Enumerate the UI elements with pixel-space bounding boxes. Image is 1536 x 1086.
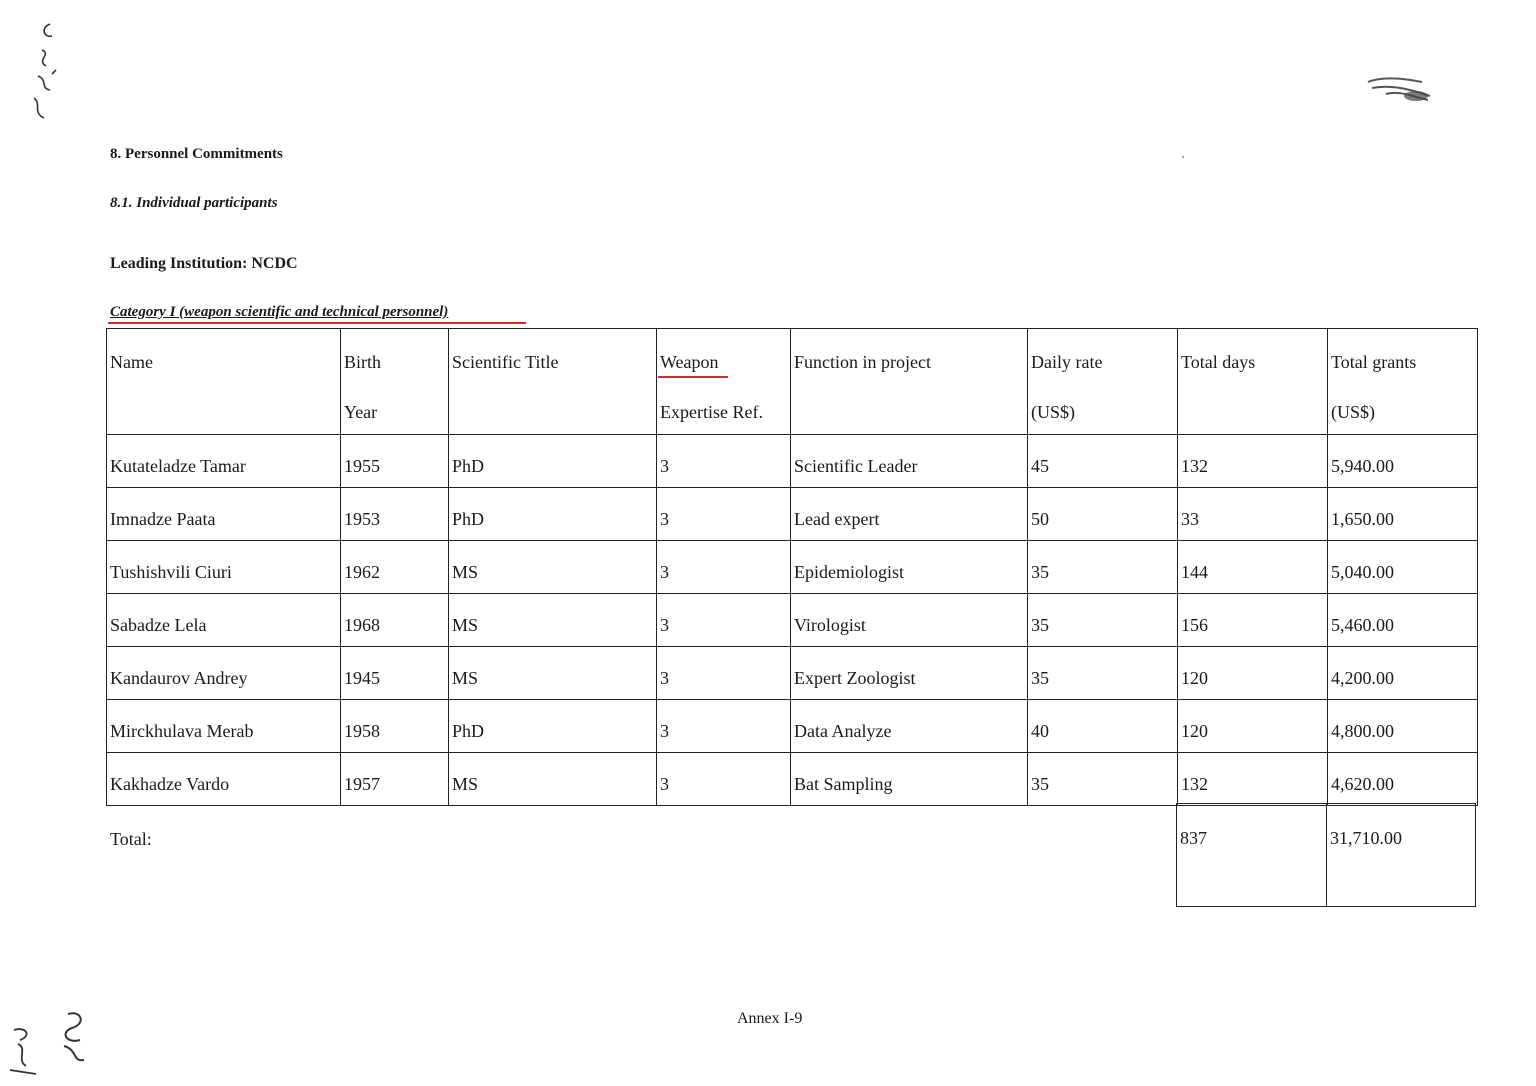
cell-function: Data Analyze [791, 700, 1028, 753]
cell-function: Scientific Leader [791, 435, 1028, 488]
cell-function: Bat Sampling [791, 753, 1028, 806]
leading-institution: Leading Institution: NCDC [110, 255, 298, 272]
cell-total-grants: 5,940.00 [1328, 435, 1478, 488]
scan-speck [1182, 156, 1184, 158]
cell-title: PhD [449, 435, 657, 488]
cell-total-grants: 1,650.00 [1328, 488, 1478, 541]
cell-daily-rate: 35 [1028, 647, 1178, 700]
cell-name: Kandaurov Andrey [107, 647, 341, 700]
cell-birth-year: 1955 [341, 435, 449, 488]
personnel-table [106, 328, 1478, 806]
cell-total-days: 33 [1178, 488, 1328, 541]
total-label: Total: [110, 829, 152, 849]
cell-total-days: 132 [1178, 435, 1328, 488]
cell-expertise: 3 [657, 435, 791, 488]
cell-title: MS [449, 647, 657, 700]
cell-function: Lead expert [791, 488, 1028, 541]
cell-name: Kutateladze Tamar [107, 435, 341, 488]
spellcheck-underline [658, 376, 728, 378]
cell-function: Epidemiologist [791, 541, 1028, 594]
cell-total-grants: 4,200.00 [1328, 647, 1478, 700]
section-title: 8. Personnel Commitments [110, 146, 283, 162]
cell-title: PhD [449, 700, 657, 753]
cell-title: MS [449, 541, 657, 594]
cell-name: Imnadze Paata [107, 488, 341, 541]
handwritten-margin-note-icon [22, 14, 62, 124]
cell-total-days: 120 [1178, 700, 1328, 753]
cell-total-grants: 5,040.00 [1328, 541, 1478, 594]
cell-function: Virologist [791, 594, 1028, 647]
cell-title: MS [449, 594, 657, 647]
cell-expertise: 3 [657, 753, 791, 806]
spellcheck-underline [108, 322, 526, 324]
cell-name: Kakhadze Vardo [107, 753, 341, 806]
cell-birth-year: 1953 [341, 488, 449, 541]
cell-daily-rate: 35 [1028, 541, 1178, 594]
cell-birth-year: 1968 [341, 594, 449, 647]
cell-daily-rate: 40 [1028, 700, 1178, 753]
cell-total-grants: 4,800.00 [1328, 700, 1478, 753]
cell-total-days: 120 [1178, 647, 1328, 700]
cell-daily-rate: 50 [1028, 488, 1178, 541]
table-row [107, 488, 1478, 541]
cell-total-days: 144 [1178, 541, 1328, 594]
cell-expertise: 3 [657, 647, 791, 700]
cell-birth-year: 1958 [341, 700, 449, 753]
table-row [107, 753, 1478, 806]
cell-total-grants: 5,460.00 [1328, 594, 1478, 647]
total-days-value: 837 [1176, 803, 1327, 907]
page-footer: Annex I-9 [737, 1010, 803, 1027]
table-row [107, 700, 1478, 753]
handwritten-initials-icon [6, 1000, 102, 1080]
cell-total-grants: 4,620.00 [1328, 753, 1478, 806]
subsection-title: 8.1. Individual participants [110, 195, 278, 211]
stamp-smudge-icon [1362, 68, 1434, 104]
cell-total-days: 156 [1178, 594, 1328, 647]
cell-daily-rate: 35 [1028, 753, 1178, 806]
cell-title: MS [449, 753, 657, 806]
table-header-row [107, 329, 1478, 435]
cell-daily-rate: 35 [1028, 594, 1178, 647]
header-total-days: Total days [1178, 329, 1328, 435]
header-total-grants: Total grants (US$) [1328, 329, 1478, 435]
table-row [107, 541, 1478, 594]
cell-expertise: 3 [657, 488, 791, 541]
table-row [107, 594, 1478, 647]
table-row [107, 647, 1478, 700]
cell-daily-rate: 45 [1028, 435, 1178, 488]
cell-birth-year: 1957 [341, 753, 449, 806]
table-row [107, 435, 1478, 488]
total-grants-value: 31,710.00 [1326, 803, 1476, 907]
category-label: Category I (weapon scientific and technical personnel) [110, 304, 449, 320]
cell-function: Expert Zoologist [791, 647, 1028, 700]
cell-expertise: 3 [657, 594, 791, 647]
cell-expertise: 3 [657, 700, 791, 753]
header-birth-year: Birth Year [341, 329, 449, 435]
cell-title: PhD [449, 488, 657, 541]
cell-birth-year: 1945 [341, 647, 449, 700]
header-function: Function in project [791, 329, 1028, 435]
cell-birth-year: 1962 [341, 541, 449, 594]
header-weapon-expertise: Weapon Expertise Ref. [657, 329, 791, 435]
cell-name: Tushishvili Ciuri [107, 541, 341, 594]
header-name: Name [107, 329, 341, 435]
cell-name: Sabadze Lela [107, 594, 341, 647]
cell-name: Mirckhulava Merab [107, 700, 341, 753]
header-scientific-title: Scientific Title [449, 329, 657, 435]
header-daily-rate: Daily rate (US$) [1028, 329, 1178, 435]
cell-total-days: 132 [1178, 753, 1328, 806]
cell-expertise: 3 [657, 541, 791, 594]
